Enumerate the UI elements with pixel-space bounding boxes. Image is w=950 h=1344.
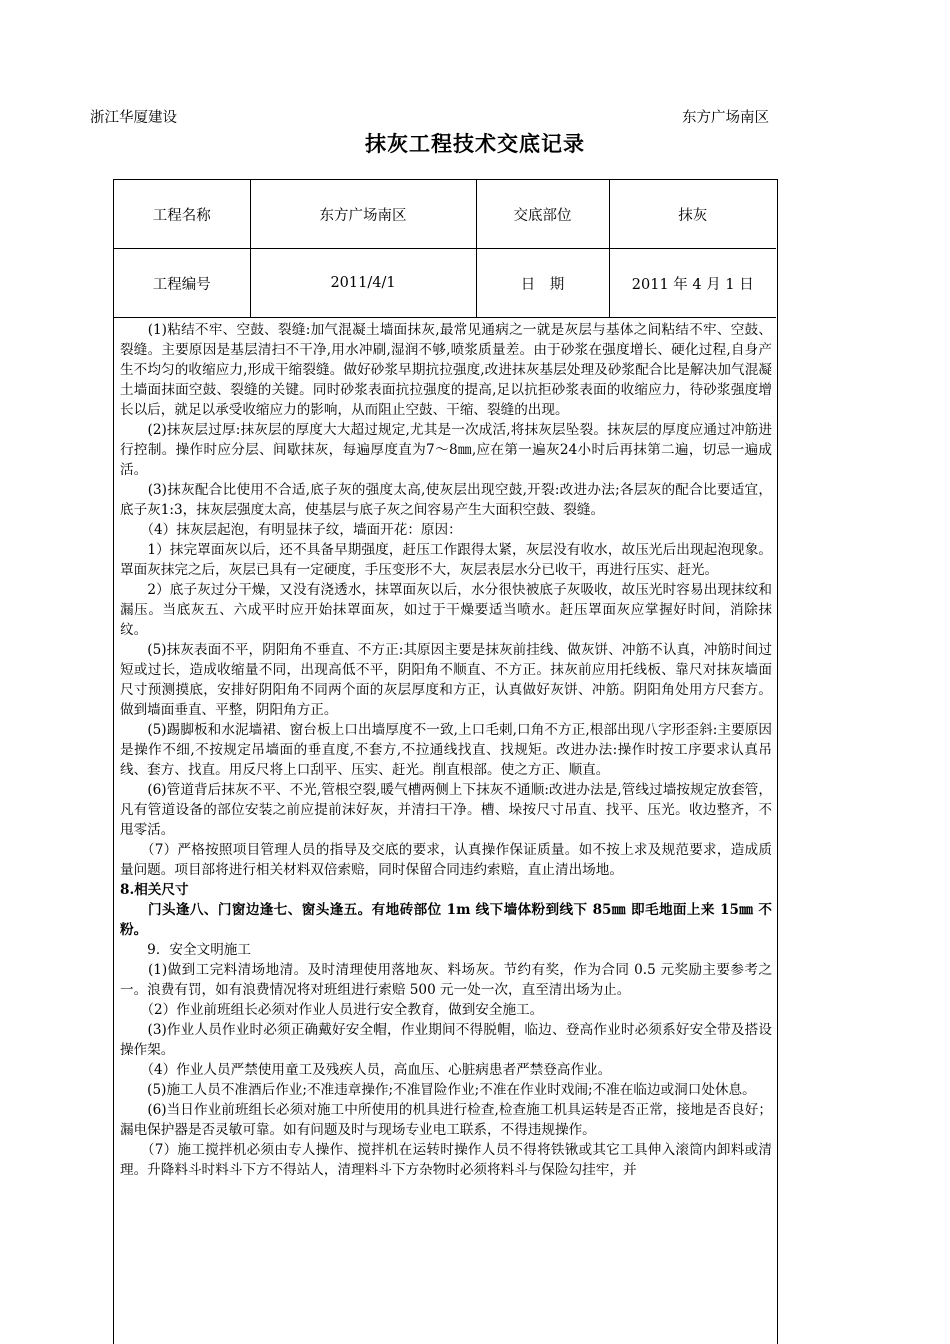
content-paragraph: (5)踢脚板和水泥墙裙、窗台板上口出墙厚度不一致,上口毛刺,口角不方正,根部出现八字形歪斜:主要原因是操作不细,不按规定吊墙面的垂直度,不套方,不拉通线找直、找规矩。改进办法:操作时按工序要求认真吊线、套方、找直。用反尺将上口刮平、压实、赶光。削直根部。使之方正、顺直。 <box>120 722 772 778</box>
date-label: 日 期 <box>476 249 609 318</box>
date-value: 2011 年 4 月 1 日 <box>609 249 776 318</box>
info-table <box>114 180 776 318</box>
content-paragraph: 1）抹完罩面灰以后，还不具备早期强度，赶压工作跟得太紧，灰层没有收水，故压光后出现起泡现象。罩面灰抹完之后，灰层已具有一定硬度，手压变形不大，灰层表层水分已收干，再进行压实、赶光。 <box>120 542 772 578</box>
content-paragraph: (2)抹灰层过厚:抹灰层的厚度大大超过规定,尤其是一次成活,将抹灰层坠裂。抹灰层的厚度应通过冲筋进行控制。操作时应分层、间歇抹灰，每遍厚度直为7～8㎜,应在第一遍灰24小时后再抹第二遍，切忌一遍成活。 <box>120 422 772 478</box>
content-paragraph: (6)管道背后抹灰不平、不光,管根空裂,暖气槽两侧上下抹灰不通顺:改进办法是,管线过墙按规定放套管，凡有管道设备的部位安装之前应提前沫好灰，并清扫干净。槽、垛按尺寸吊直、找平、压光。收边整齐，不甩零活。 <box>120 782 772 838</box>
content-paragraph: (6)当日作业前班组长必须对施工中所使用的机具进行检查,检查施工机具运转是否正常，接地是否良好；漏电保护器是否灵敏可靠。如有问题及时与现场专业电工联系，不得违规操作。 <box>120 1102 772 1138</box>
project-no-label: 工程编号 <box>114 249 250 318</box>
content-paragraph: （4）抹灰层起泡，有明显抹子纹，墙面开花：原因： <box>120 522 462 538</box>
content-paragraph: (1)粘结不牢、空鼓、裂缝:加气混凝土墙面抹灰,最常见通病之一就是灰层与基体之间粘结不牢、空鼓、裂缝。主要原因是基层清扫不干净,用水冲刷,湿润不够,喷浆质量差。由于砂浆在强度增长、硬化过程,自身产生不均匀的收缩应力,形成干缩裂缝。做好砂浆早期抗拉强度,改进抹灰基层处理及砂浆配合比是解决加气混凝土墙面抹面空鼓、裂缝的关键。同时砂浆表面抗拉强度的提高,足以抗拒砂浆表面的收缩应力，待砂浆强度增长以后，就足以承受收缩应力的影响，从而阻止空鼓、干缩、裂缝的出现。 <box>120 322 772 418</box>
content-paragraph: (1)做到工完料清场地清。及时清理使用落地灰、料场灰。节约有奖，作为合同 0.5 元奖励主要参考之一。浪费有罚，如有浪费情况将对班组进行索赔 500 元一处一次，直至清出场为止。 <box>120 962 772 998</box>
content-paragraph: 8.相关尺寸 <box>120 882 189 898</box>
record-frame <box>113 179 778 1344</box>
content-paragraph: (3)抹灰配合比使用不合适,底子灰的强度太高,使灰层出现空鼓,开裂:改进办法;各层灰的配合比要适宜，底子灰1:3，抹灰层强度太高，使基层与底子灰之间容易产生大面积空鼓、裂缝。 <box>120 482 772 518</box>
part-value: 抹灰 <box>609 180 776 249</box>
content-paragraph: （4）作业人员严禁使用童工及残疾人员，高血压、心脏病患者严禁登高作业。 <box>120 1062 612 1078</box>
header-project-name: 东方广场南区 <box>682 110 769 126</box>
table-row <box>114 249 776 318</box>
project-no-value: 2011/4/1 <box>250 249 476 318</box>
page-title: 抹灰工程技术交底记录 <box>365 132 585 156</box>
content-paragraph: 9．安全文明施工 <box>120 942 251 958</box>
project-name-value: 东方广场南区 <box>250 180 476 249</box>
content-paragraph: 2）底子灰过分干燥，又没有浇透水，抹罩面灰以后，水分很快被底子灰吸收，故压光时容易出现抹纹和漏压。当底灰五、六成平时应开始抹罩面灰，如过于干燥要适当喷水。赶压罩面灰应掌握好时间，消除抹纹。 <box>120 582 772 638</box>
part-label: 交底部位 <box>476 180 609 249</box>
content-paragraph: (5)施工人员不准酒后作业;不准违章操作;不准冒险作业;不准在作业时戏闹;不准在临边或洞口处休息。 <box>120 1082 756 1098</box>
table-row <box>114 180 776 249</box>
project-name-label: 工程名称 <box>114 180 250 249</box>
content-paragraph: (3)作业人员作业时必须正确戴好安全帽，作业期间不得脱帽，临边、登高作业时必须系好安全带及搭设操作架。 <box>120 1022 772 1058</box>
content-paragraph: （2）作业前班组长必须对作业人员进行安全教育，做到安全施工。 <box>120 1002 544 1018</box>
company-name: 浙江华厦建设 <box>90 110 177 126</box>
content-paragraph: （7）严格按照项目管理人员的指导及交底的要求，认真操作保证质量。如不按上求及规范要求，造成质量问题。项目部将进行相关材料双倍索赔，同时保留合同违约索赔，直止清出场地。 <box>120 842 772 878</box>
content-paragraph: 门头逢八、门窗边逢七、窗头逢五。有地砖部位 1m 线下墙体粉到线下 85㎜ 即毛地面上来 15㎜ 不粉。 <box>120 902 772 938</box>
content-paragraph: （7）施工搅拌机必须由专人操作、搅拌机在运转时操作人员不得将铁锹或其它工具伸入滚筒内卸料或清理。升降料斗时料斗下方不得站人，清理料斗下方杂物时必须将料斗与保险勾挂牢，并 <box>120 1142 772 1178</box>
content-paragraph: (5)抹灰表面不平，阴阳角不垂直、不方正:其原因主要是抹灰前挂线、做灰饼、冲筋不认真，冲筋时间过短或过长，造成收缩量不同，出现高低不平，阴阳角不顺直、不方正。抹灰前应用托线板、靠尺对抹灰墙面尺寸预测摸底，安排好阴阳角不同两个面的灰层厚度和方正，认真做好灰饼、冲筋。阴阳角处用方尺套方。做到墙面垂直、平整，阴阳角方正。 <box>120 642 772 718</box>
disclosure-content <box>120 320 772 1180</box>
